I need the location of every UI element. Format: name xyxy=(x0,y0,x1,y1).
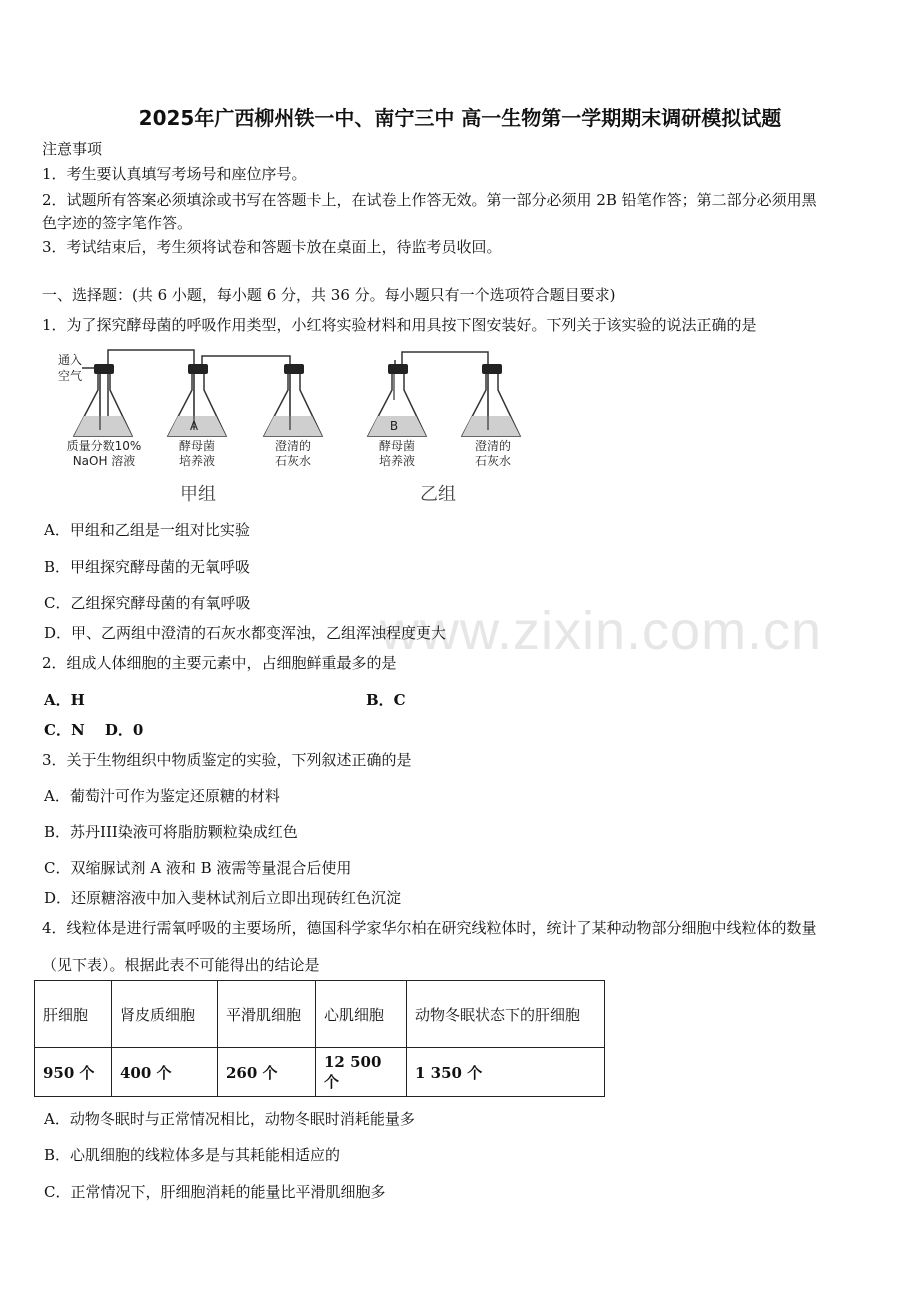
flask-label: 酵母菌 xyxy=(178,439,216,453)
notice-item: 3．考试结束后，考生须将试卷和答题卡放在桌面上，待监考员收回。 xyxy=(42,238,502,256)
flask-label: 石灰水 xyxy=(274,454,312,468)
question-3-option-d: D．还原糖溶液中加入斐林试剂后立即出现砖红色沉淀 xyxy=(44,889,402,907)
page-title: 2025年广西柳州铁一中、南宁三中 高一生物第一学期期末调研模拟试题 xyxy=(138,106,782,130)
watermark: www.zixin.com.cn xyxy=(380,601,823,661)
question-3-stem: 3．关于生物组织中物质鉴定的实验，下列叙述正确的是 xyxy=(42,751,412,769)
table-cell: 950 个 xyxy=(35,1048,112,1097)
notice-heading: 注意事项 xyxy=(42,140,103,158)
table-cell: 1 350 个 xyxy=(407,1048,605,1097)
table-header-row xyxy=(35,981,605,1048)
stopper xyxy=(94,364,114,374)
air-label: 通入 xyxy=(58,353,83,367)
connecting-tube xyxy=(202,356,290,416)
flask-label: 澄清的 xyxy=(474,439,512,453)
flask-label: 澄清的 xyxy=(274,439,312,453)
question-3-option-b: B．苏丹III染液可将脂肪颗粒染成红色 xyxy=(44,823,298,841)
table-cell: 12 500 个 xyxy=(316,1048,407,1097)
question-4-stem: 4．线粒体是进行需氧呼吸的主要场所，德国科学家华尔柏在研究线粒体时，统计了某种动物部分细胞中线粒体的数量 xyxy=(42,919,817,937)
question-2-option-cd: C．N D．0 xyxy=(44,721,144,739)
question-1-stem: 1．为了探究酵母菌的呼吸作用类型，小红将实验材料和用具按下图安装好。下列关于该实验的说法正确的是 xyxy=(42,316,757,334)
table-cell: 260 个 xyxy=(218,1048,316,1097)
flask-label: 石灰水 xyxy=(474,454,512,468)
notice-item: 色字迹的签字笔作答。 xyxy=(42,214,193,232)
connecting-tube xyxy=(108,350,194,416)
group-label-b: 乙组 xyxy=(420,484,456,505)
section-heading: 一、选择题：(共 6 小题，每小题 6 分，共 36 分。每小题只有一个选项符合题目要求) xyxy=(42,286,616,304)
question-2-option-b: B．C xyxy=(366,691,406,709)
question-1-option-d: D．甲、乙两组中澄清的石灰水都变浑浊，乙组浑浊程度更大 xyxy=(44,624,447,642)
question-1-option-b: B．甲组探究酵母菌的无氧呼吸 xyxy=(44,558,251,576)
flask-label: 培养液 xyxy=(378,454,416,468)
table-header-cell: 动物冬眠状态下的肝细胞 xyxy=(407,981,605,1048)
stopper xyxy=(388,364,408,374)
flask-label: 质量分数10% xyxy=(66,439,142,453)
flask-label: 酵母菌 xyxy=(378,439,416,453)
connecting-tube xyxy=(402,352,488,416)
table-header-cell: 心肌细胞 xyxy=(316,981,407,1048)
question-4-option-a: A．动物冬眠时与正常情况相比，动物冬眠时消耗能量多 xyxy=(44,1110,415,1128)
flask-label: 培养液 xyxy=(178,454,216,468)
question-4-stem: （见下表）。根据此表不可能得出的结论是 xyxy=(42,956,320,974)
flask-label: NaOH 溶液 xyxy=(72,454,136,468)
table-header-cell: 平滑肌细胞 xyxy=(218,981,316,1048)
stopper xyxy=(284,364,304,374)
notice-item: 2．试题所有答案必须填涂或书写在答题卡上，在试卷上作答无效。第一部分必须用 2B 铅笔作答；第二部分必须用黑 xyxy=(42,191,817,209)
question-2-option-a: A．H xyxy=(44,691,85,709)
question-4-option-b: B．心肌细胞的线粒体多是与其耗能相适应的 xyxy=(44,1146,341,1164)
table-header-cell: 肝细胞 xyxy=(35,981,112,1048)
flask-letter-b: B xyxy=(389,419,399,433)
experiment-apparatus-figure xyxy=(42,340,542,510)
stopper xyxy=(482,364,502,374)
mitochondria-table xyxy=(34,980,605,1097)
question-4-option-c: C．正常情况下，肝细胞消耗的能量比平滑肌细胞多 xyxy=(44,1183,386,1201)
stopper xyxy=(188,364,208,374)
flask-letter-a: A xyxy=(189,419,199,433)
question-1-option-a: A．甲组和乙组是一组对比实验 xyxy=(44,521,250,539)
group-label-a: 甲组 xyxy=(180,484,216,505)
notice-item: 1．考生要认真填写考场号和座位序号。 xyxy=(42,165,307,183)
question-3-option-c: C．双缩脲试剂 A 液和 B 液需等量混合后使用 xyxy=(44,859,352,877)
question-3-option-a: A．葡萄汁可作为鉴定还原糖的材料 xyxy=(44,787,280,805)
question-2-stem: 2．组成人体细胞的主要元素中，占细胞鲜重最多的是 xyxy=(42,654,397,672)
table-cell: 400 个 xyxy=(112,1048,218,1097)
table-header-cell: 肾皮质细胞 xyxy=(112,981,218,1048)
table-row xyxy=(35,1048,605,1097)
question-1-option-c: C．乙组探究酵母菌的有氧呼吸 xyxy=(44,594,251,612)
air-label: 空气 xyxy=(58,369,83,383)
